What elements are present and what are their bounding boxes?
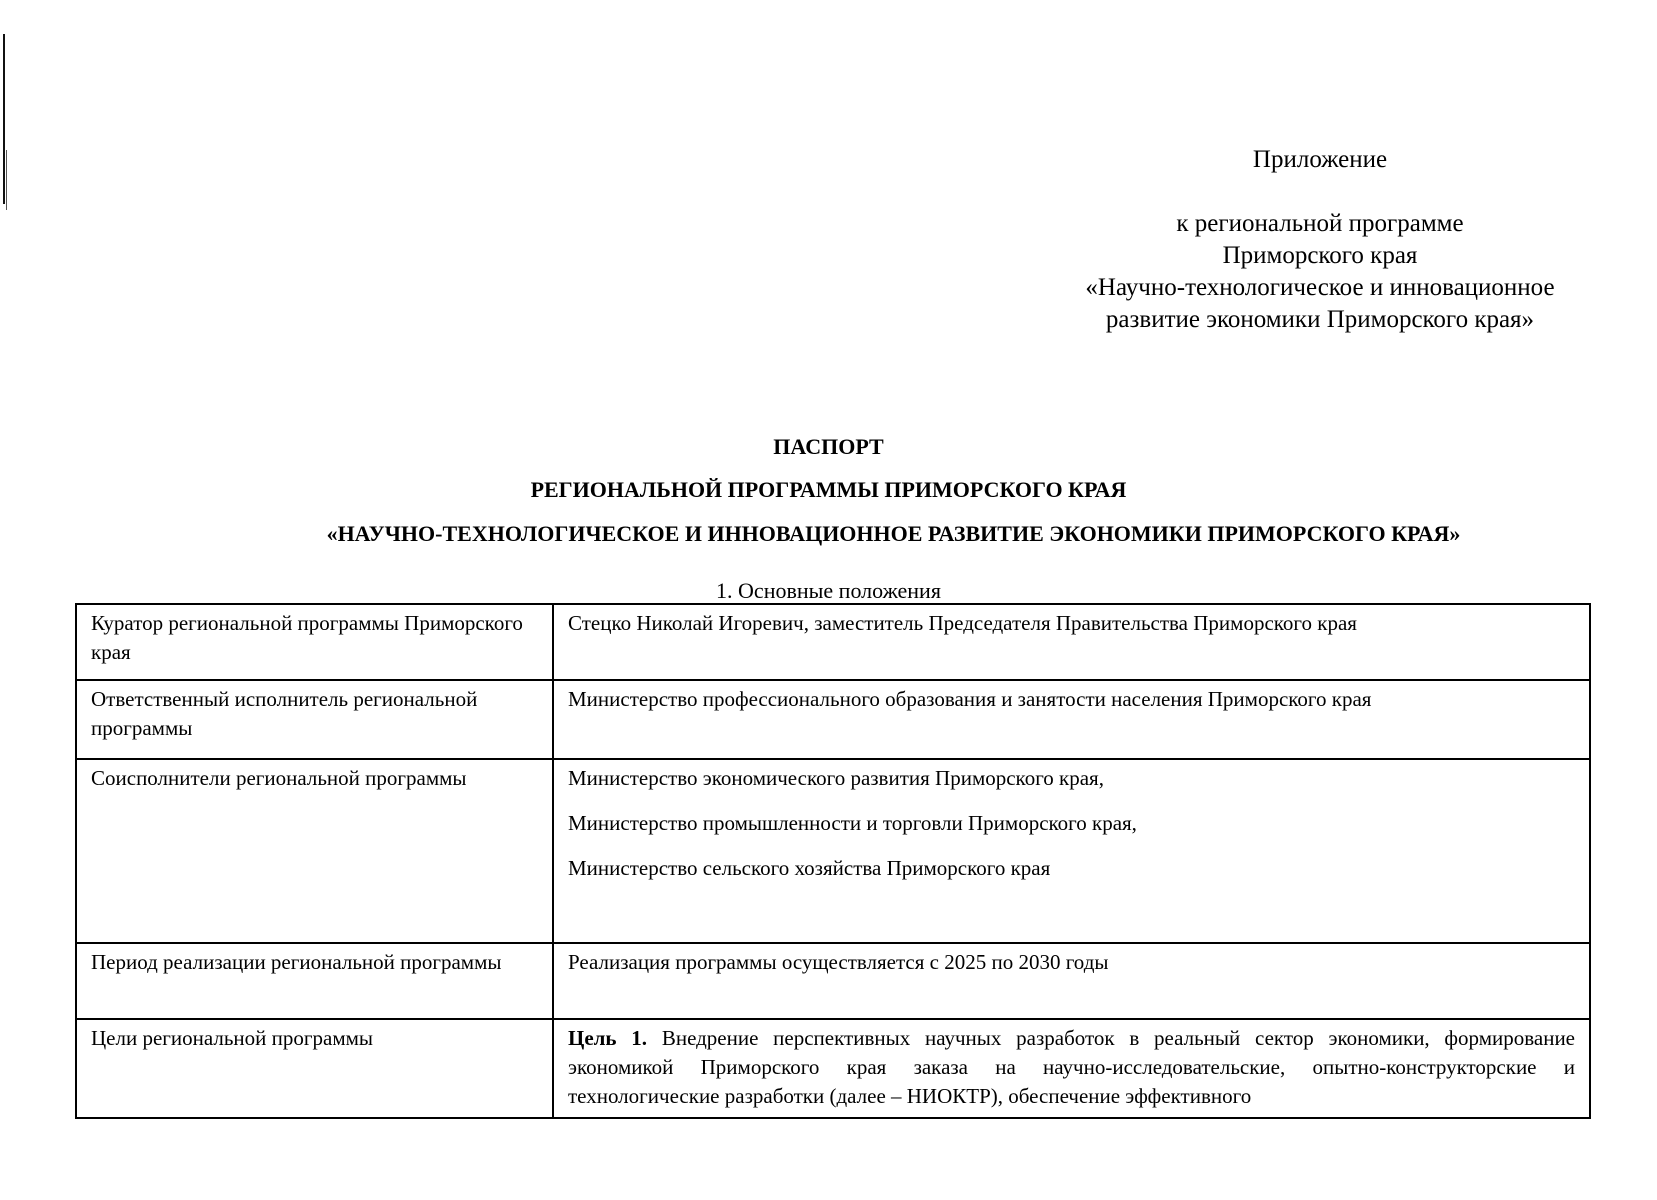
annex-line: Приморского края [1222,242,1418,269]
table-row [76,759,1590,943]
annex-line: развитие экономики Приморского края» [1105,306,1535,333]
row-value: Реализация программы осуществляется с 2025 по 2030 годы [553,943,1590,1019]
row-value: Министерство профессионального образования и занятости населения Приморского края [553,680,1590,759]
annex-line: «Научно-технологическое и инновационное [1085,274,1555,301]
document-title: ПАСПОРТ [773,434,884,459]
table-row [76,1019,1590,1118]
row-value: Стецко Николай Игоревич, заместитель Председателя Правительства Приморского края [553,604,1590,680]
table-row [76,680,1590,759]
scan-edge-mark [3,34,5,204]
program-name: «НАУЧНО-ТЕХНОЛОГИЧЕСКОЕ И ИННОВАЦИОННОЕ РАЗВИТИЕ ЭКОНОМИКИ ПРИМОРСКОГО КРАЯ» [326,521,1461,546]
row-label: Ответственный исполнитель региональной программы [76,680,553,759]
annex-reference [1020,208,1620,336]
table-row [76,604,1590,680]
row-label: Куратор региональной программы Приморского края [76,604,553,680]
scan-edge-mark-secondary [6,150,7,210]
annex-title: Приложение [1252,146,1388,173]
passport-table [75,603,1591,1119]
document-subtitle: РЕГИОНАЛЬНОЙ ПРОГРАММЫ ПРИМОРСКОГО КРАЯ [530,477,1127,502]
goal-text: Внедрение перспективных научных разработок в реальный сектор экономики, формирование экономикой Приморского края заказа на научно-исследовательские, опытно-конструкторские и технологические разработки (далее – НИОКТР), обеспечение эффективного [568,1026,1576,1108]
co-executor-item: Министерство экономического развития Приморского края, [568,766,1104,790]
table-row [76,943,1590,1019]
section-title: 1. Основные положения [716,578,941,603]
co-executor-item: Министерство промышленности и торговли Приморского края, [568,811,1137,835]
row-label: Цели региональной программы [76,1019,553,1118]
annex-line: к региональной программе [1176,210,1464,237]
co-executor-item: Министерство сельского хозяйства Приморского края [568,856,1051,880]
goal-prefix: Цель 1. [568,1026,648,1050]
row-label: Соисполнители региональной программы [76,759,553,943]
row-value [553,1019,1590,1118]
row-label: Период реализации региональной программы [76,943,553,1019]
row-value [553,759,1590,943]
